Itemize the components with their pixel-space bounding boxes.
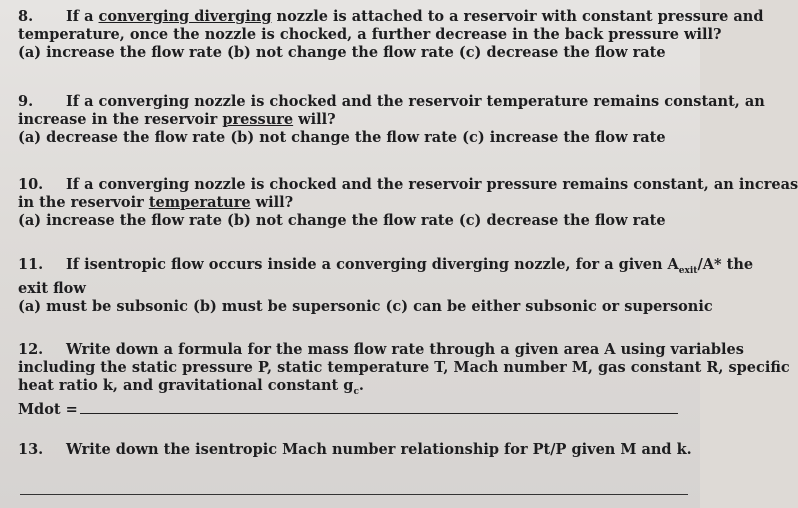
question-text-part: If isentropic flow occurs inside a converging diverging nozzle, for a given A [66, 256, 679, 273]
question-text-part: in the reservoir [18, 194, 149, 211]
answer-blank-line[interactable] [80, 412, 678, 414]
question-text: Write down the isentropic Mach number relationship for Pt/P given M and k. [66, 441, 692, 458]
question-text: Write down a formula for the mass flow rate through a given area A using variables [66, 341, 744, 358]
question-9 [18, 93, 765, 147]
question-text-part: /A* the [697, 256, 754, 273]
question-text-part: heat ratio k, and gravitational constant g [18, 377, 354, 394]
question-text-part: will? [250, 194, 294, 211]
answer-options: (a) decrease the flow rate (b) not change the flow rate (c) increase the flow rate [18, 129, 666, 146]
question-number: 9. [18, 93, 34, 110]
answer-field-row [18, 401, 700, 419]
question-number: 13. [18, 441, 44, 458]
question-13 [18, 441, 700, 459]
question-text-line [18, 377, 700, 401]
question-text: If a converging nozzle is chocked and the reservoir temperature remains constant, an [66, 93, 765, 110]
question-underlined-term: pressure [222, 111, 294, 128]
question-8 [18, 8, 764, 62]
question-text-line: exit flow [18, 279, 86, 297]
question-text-part: If a [66, 8, 99, 25]
answer-options: (a) must be subsonic (b) must be supersonic (c) can be either subsonic or supersonic [18, 297, 713, 315]
question-text-line: including the static pressure P, static temperature T, Mach number M, gas constant R, specific [18, 359, 790, 376]
question-text-part: nozzle is attached to a reservoir with constant pressure and [271, 8, 764, 25]
answer-blank-line[interactable] [20, 494, 688, 495]
answer-options: (a) increase the flow rate (b) not change the flow rate (c) decrease the flow rate [18, 212, 666, 229]
question-10 [18, 176, 798, 230]
question-11 [18, 256, 754, 316]
question-text [66, 256, 754, 276]
question-text-line [18, 111, 700, 129]
answer-label: Mdot = [18, 400, 78, 418]
question-text-part: will? [293, 111, 336, 128]
question-text-part: . [358, 377, 364, 394]
question-12 [18, 341, 790, 419]
question-underlined-term: temperature [148, 194, 251, 211]
question-text-line: temperature, once the nozzle is chocked, a further decrease in the back pressure will? [18, 26, 722, 43]
subscript: exit [678, 265, 698, 276]
question-text [66, 8, 763, 25]
question-number: 11. [18, 256, 44, 273]
subscript: c [353, 386, 359, 397]
question-number: 10. [18, 176, 44, 193]
question-underlined-term: converging diverging [98, 8, 272, 25]
question-text-part: increase in the reservoir [18, 111, 223, 128]
question-text: If a converging nozzle is chocked and the reservoir pressure remains constant, an increas [66, 176, 798, 193]
question-number: 12. [18, 341, 44, 358]
question-number: 8. [18, 8, 34, 25]
question-text-line [18, 194, 700, 212]
answer-options: (a) increase the flow rate (b) not change the flow rate (c) decrease the flow rate [18, 44, 666, 61]
